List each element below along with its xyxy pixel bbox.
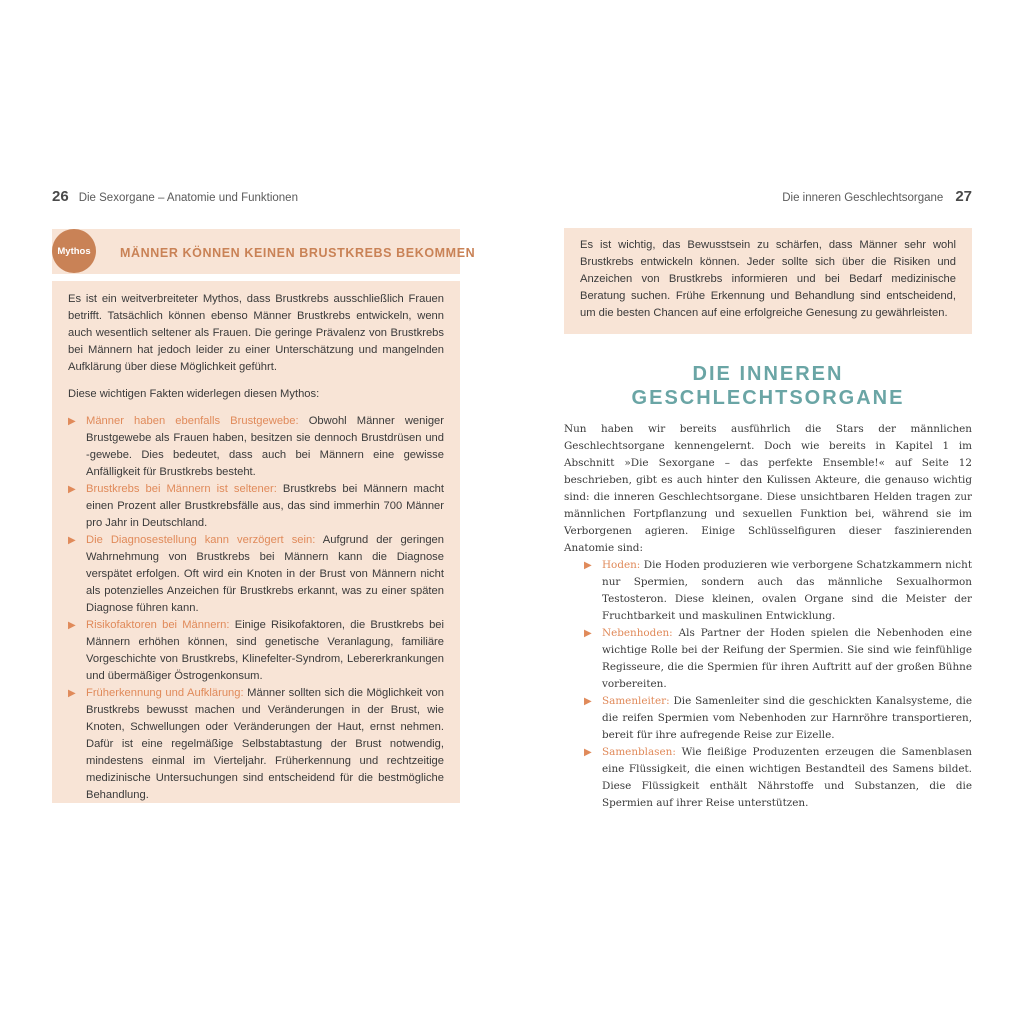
triangle-bullet-icon: ▶ bbox=[68, 484, 76, 495]
fact-text: Männer sollten sich die Möglichkeit von Brustkrebs bewusst machen und Veränderungen in der Brust, wie Knoten, Schwellungen oder Veränderungen der Haut, ernst nehmen. Dafür ist eine regelmäßige Selbstabtastung der Brust notwendig, mindestens einmal im Vierteljahr. Früherkennung und rechtzeitige medizinische Untersuchungen sind entscheidend für die bestmögliche Behandlung. bbox=[86, 687, 445, 801]
myth-intro: Es ist ein weitverbreiteter Mythos, dass Brustkrebs ausschließlich Frauen betrifft. Tatsächlich können ebenso Männer Brustkrebs entwickeln, wenn auch wesentlich seltener als Frauen. Die geringe Prävalenz von Brustkrebs bei Männern hat jedoch leider zu einer Unterschätzung und mangelnden Aufklärung über diese Möglichkeit geführt. bbox=[68, 293, 444, 373]
triangle-bullet-icon: ▶ bbox=[584, 560, 592, 571]
left-running-head bbox=[52, 188, 298, 205]
list-item bbox=[68, 413, 444, 481]
organs-list bbox=[584, 557, 972, 812]
list-item bbox=[68, 685, 444, 804]
triangle-bullet-icon: ▶ bbox=[68, 416, 76, 427]
triangle-bullet-icon: ▶ bbox=[584, 696, 592, 707]
myth-title: MÄNNER KÖNNEN KEINEN BRUSTKREBS BEKOMMEN bbox=[120, 246, 476, 260]
triangle-bullet-icon: ▶ bbox=[584, 628, 592, 639]
list-item bbox=[584, 693, 972, 744]
info-text: Es ist wichtig, das Bewusstsein zu schärfen, dass Männer sehr wohl Brustkrebs entwickeln können. Jeder sollte sich über die Risiken und Anzeichen von Brustkrebs informieren und bei Bedarf medizinische Beratung suchen. Frühe Erkennung und Behandlung sind entscheidend, um die besten Chancen auf eine erfolgreiche Genesung zu gewährleisten. bbox=[580, 239, 956, 319]
myth-badge: Mythos bbox=[52, 229, 96, 273]
fact-term: Die Diagnosestellung kann verzögert sein: bbox=[86, 534, 316, 546]
organ-term: Nebenhoden: bbox=[602, 627, 673, 639]
list-item bbox=[584, 744, 972, 812]
fact-text: Einige Risikofaktoren, die Brustkrebs bei Männern erhöhen können, sind genetische Veranlagung, familiäre Vorgeschichte von Brustkrebs, Klinefelter-Syndrom, Lebererkrankungen und übermäßiger Östrogenkonsum. bbox=[86, 619, 444, 682]
triangle-bullet-icon: ▶ bbox=[68, 688, 76, 699]
info-box bbox=[564, 228, 972, 334]
organ-text: Die Samenleiter sind die geschickten Kanalsysteme, die die reifen Spermien vom Nebenhoden zur Harnröhre transportieren, bereit für ihre aufregende Reise zur Eizelle. bbox=[602, 695, 972, 741]
organ-term: Samenleiter: bbox=[602, 695, 670, 707]
right-running-title: Die inneren Geschlechtsorgane bbox=[782, 192, 944, 204]
list-item bbox=[584, 625, 972, 693]
organ-text: Als Partner der Hoden spielen die Nebenhoden eine wichtige Rolle bei der Reifung der Spermien. Sie sind wie feinfühlige Regisseure, die die Spermien für ihren Auftritt auf der großen Bühne vorbereiten. bbox=[602, 627, 972, 690]
organ-term: Samenblasen: bbox=[602, 746, 676, 758]
body-paragraph bbox=[564, 421, 972, 557]
right-page-number: 27 bbox=[955, 188, 972, 205]
myth-facts-list bbox=[68, 413, 444, 804]
list-item bbox=[68, 532, 444, 617]
list-item bbox=[68, 481, 444, 532]
organ-text: Wie fleißige Produzenten erzeugen die Samenblasen eine Flüssigkeit, die einen wichtigen Bestandteil des Samens bildet. Diese Flüssigkeit enthält Nährstoffe und Substanzen, die die Spermien auf ihrer Reise unterstützen. bbox=[602, 746, 972, 809]
body-text: Nun haben wir bereits ausführlich die Stars der männlichen Geschlechtsorgane kennengelernt. Doch wie bereits in Kapitel 1 im Abschnitt »Die Sexorgane – das perfekte Ensemble!« auf Seite 12 beschrieben, gibt es auch hinter den Kulissen Akteure, die genauso wichtig sind: die inneren Geschlechtsorgane. Diese unsichtbaren Helden tragen zur männlichen Fortpflanzung und sexuellen Funktion bei, während sie im Verborgenen agieren. Einige Schlüsselfiguren dieser faszinierenden Anatomie sind: bbox=[564, 423, 972, 554]
myth-box bbox=[52, 281, 460, 803]
fact-text: Brustkrebs bei Männern macht einen Prozent aller Brustkrebsfälle aus, das sind immerhin 700 Männer pro Jahr in Deutschland. bbox=[86, 483, 444, 529]
fact-text: Aufgrund der geringen Wahrnehmung von Brustkrebs bei Männern kann die Diagnose verspätet erfolgen. Oft wird ein Knoten in der Brust von Männern nicht als potenzielles Anzeichen für Brustkrebs erkannt, was zu einer späten Diagnose führen kann. bbox=[86, 534, 444, 614]
organ-text: Die Hoden produzieren wie verborgene Schatzkammern nicht nur Spermien, sondern auch das männliche Sexualhormon Testosteron. Diese kleinen, ovalen Organe sind die Meister der Fruchtbarkeit und maskulinen Entwicklung. bbox=[602, 559, 972, 622]
triangle-bullet-icon: ▶ bbox=[68, 535, 76, 546]
fact-term: Männer haben ebenfalls Brustgewebe: bbox=[86, 415, 299, 427]
triangle-bullet-icon: ▶ bbox=[584, 747, 592, 758]
triangle-bullet-icon: ▶ bbox=[68, 620, 76, 631]
section-title-line: DIE INNEREN bbox=[692, 363, 844, 385]
list-item bbox=[584, 557, 972, 625]
fact-term: Brustkrebs bei Männern ist seltener: bbox=[86, 483, 277, 495]
left-page-number: 26 bbox=[52, 188, 69, 205]
fact-term: Früherkennung und Aufklärung: bbox=[86, 687, 244, 699]
myth-lead: Diese wichtigen Fakten widerlegen diesen Mythos: bbox=[68, 388, 320, 400]
section-title bbox=[564, 362, 972, 410]
right-running-head bbox=[782, 188, 972, 205]
section-title-line: GESCHLECHTSORGANE bbox=[631, 387, 905, 409]
fact-term: Risikofaktoren bei Männern: bbox=[86, 619, 230, 631]
list-item bbox=[68, 617, 444, 685]
left-running-title: Die Sexorgane – Anatomie und Funktionen bbox=[78, 192, 298, 204]
fact-text: Obwohl Männer weniger Brustgewebe als Frauen haben, besitzen sie dennoch Brustdrüsen und -gewebe. Dies bedeutet, dass auch bei Männern eine gewisse Anfälligkeit für Brustkrebs besteht. bbox=[86, 415, 444, 478]
organ-term: Hoden: bbox=[602, 559, 641, 571]
